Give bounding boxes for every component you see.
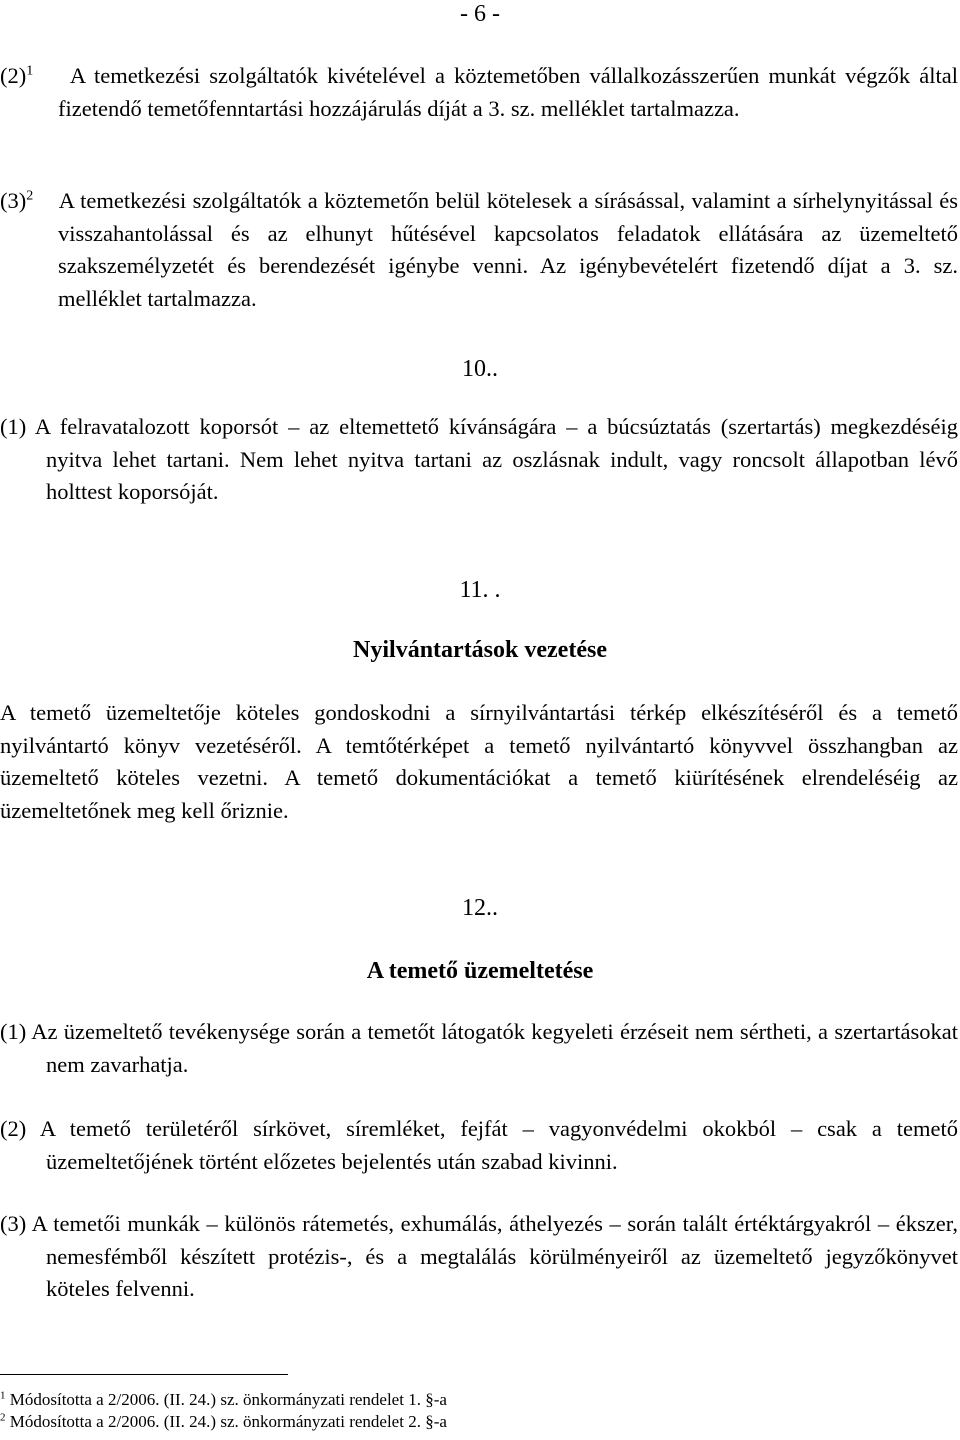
- section-10-paragraph-1: (1) A felravatalozott koporsót – az eltemettető kívánságára – a búcsúztatás (szertartás) megkezdéséig nyitva lehet tartani. Nem lehet nyitva tartani az oszlásnak indult, vagy roncsolt állapotban lévő holttest koporsóját.: [0, 414, 958, 504]
- footnote-text: Módosította a 2/2006. (II. 24.) sz. önkormányzati rendelet 1. §-a: [9, 1390, 447, 1409]
- footnote-ref: 1: [26, 63, 34, 79]
- section-12-paragraph-2: (2) A temető területéről sírkövet, síremléket, fejfát – vagyonvédelmi okokból – csak a temető üzemeltetőjének történt előzetes bejelentés után szabad kivinni.: [0, 1116, 958, 1174]
- paragraph-label: (3): [0, 188, 27, 213]
- section-number-11: 11. .: [459, 577, 501, 603]
- paragraph-label: (2): [0, 63, 27, 88]
- footnote-ref: 2: [26, 188, 34, 204]
- section-11-title: Nyilvántartások vezetése: [353, 637, 607, 663]
- footnote-1: [0, 1389, 447, 1411]
- section-12-paragraph-1: (1) Az üzemeltető tevékenysége során a temetőt látogatók kegyeleti érzéseit nem sértheti, a szertartásokat nem zavarhatja.: [0, 1019, 958, 1077]
- paragraph-3: [0, 185, 958, 315]
- footnote-separator: [0, 1374, 288, 1375]
- page-number: - 6 -: [460, 1, 500, 27]
- paragraph-text: A temetkezési szolgáltatók a köztemetőn belül kötelesek a sírásással, valamint a sírhelynyitással és visszahantolással és az elhunyt hűtésével kapcsolatos feladatok ellátására az üzemeltető szakszemélyzetét és berendezését igénybe venni. Az igénybevételért fizetendő díjat a 3. sz. melléklet tartalmazza.: [58, 188, 959, 311]
- paragraph-2: [0, 60, 958, 125]
- section-11-text: A temető üzemeltetője köteles gondoskodni a sírnyilvántartási térkép elkészítéséről és a temető nyilvántartó könyv vezetéséről. A temtőtérképet a temető nyilvántartó könyvvel összhangban az üzemeltető köteles vezetni. A temető dokumentációkat a temető kiürítésének elrendeléséig az üzemeltetőnek meg kell őriznie.: [0, 700, 958, 823]
- section-12-paragraph-3: (3) A temetői munkák – különös rátemetés, exhumálás, áthelyezés – során talált értéktárgyakról – ékszer, nemesfémből készített protézis-, és a megtalálás körülményeiről az üzemeltető jegyzőkönyvet köteles felvenni.: [0, 1211, 958, 1301]
- section-12-title: A temető üzemeltetése: [366, 958, 594, 984]
- footnote-number: 1: [0, 1389, 6, 1402]
- footnote-2: [0, 1411, 447, 1433]
- footnote-number: 2: [0, 1411, 6, 1424]
- section-number-10: 10..: [462, 356, 498, 382]
- footnote-text: Módosította a 2/2006. (II. 24.) sz. önkormányzati rendelet 2. §-a: [9, 1412, 447, 1431]
- paragraph-text: A temetkezési szolgáltatók kivételével a köztemetőben vállalkozásszerűen munkát végzők által fizetendő temetőfenntartási hozzájárulás díját a 3. sz. melléklet tartalmazza.: [58, 63, 958, 121]
- section-number-12: 12..: [462, 895, 498, 921]
